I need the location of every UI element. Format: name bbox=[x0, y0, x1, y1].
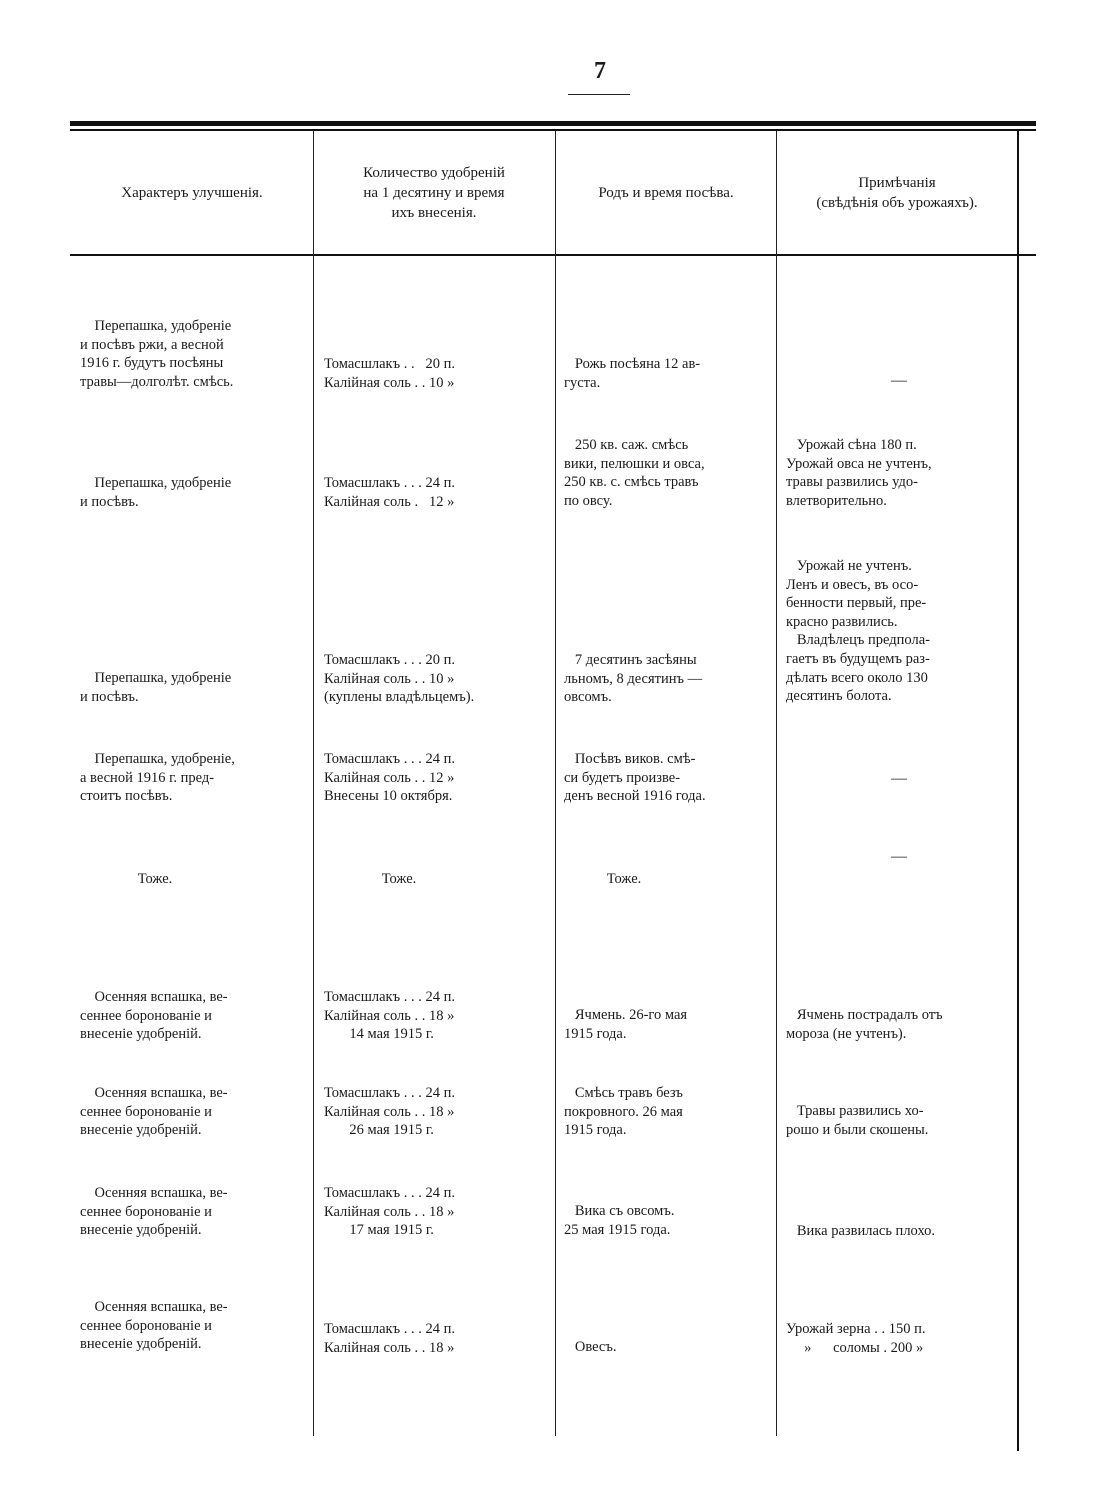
table-cell-sowing: Рожь посѣяна 12 ав- густа. bbox=[564, 356, 701, 391]
table-cell-fertilizer: Томасшлакъ . . . 20 п. Калійная соль . . 10 » (куплены владѣльцемъ). bbox=[324, 652, 475, 706]
table-cell-sowing: Вика съ овсомъ. 25 мая 1915 года. bbox=[564, 1203, 675, 1238]
column-divider bbox=[776, 131, 777, 1436]
header-notes: Примѣчанія (свѣдѣнія объ урожаяхъ). bbox=[816, 174, 978, 211]
table-cell-notes: — bbox=[891, 372, 907, 389]
table-cell-sowing: Смѣсь травъ безъ покровного. 26 мая 1915 года. bbox=[564, 1085, 683, 1139]
table-cell-sowing: 250 кв. саж. смѣсь вики, пелюшки и овса, 250 кв. с. смѣсь травъ по овсу. bbox=[564, 437, 705, 509]
table-cell-sowing: Ячмень. 26-го мая 1915 года. bbox=[564, 1007, 688, 1042]
table-cell-notes: Урожай не учтенъ. Ленъ и овесъ, въ осо- бенности первый, пре- красно развились. Владѣлецъ предпола- гаетъ въ будущемъ раз- дѣлать всего около 130 десятинъ болота. bbox=[786, 558, 930, 705]
column-divider bbox=[313, 131, 314, 1436]
table-cell-sowing: Овесъ. bbox=[564, 1339, 617, 1355]
table-cell-notes: Вика развилась плохо. bbox=[786, 1223, 936, 1239]
table-cell-sowing: 7 десятинъ засѣяны льномъ, 8 десятинъ — овсомъ. bbox=[564, 652, 703, 706]
page-number: 7 bbox=[594, 58, 606, 84]
table-cell-improvement: Осенняя вспашка, ве- сеннее боронованіе и внесеніе удобреній. bbox=[80, 1185, 228, 1239]
table-cell-notes: — bbox=[891, 770, 907, 787]
table-cell-notes: Урожай сѣна 180 п. Урожай овса не учтенъ, травы развились удо- влетворительно. bbox=[786, 437, 932, 509]
table-top-rule-thick bbox=[70, 121, 1036, 126]
table-cell-notes: Урожай зерна . . 150 п. » соломы . 200 » bbox=[786, 1321, 926, 1356]
table-cell-fertilizer: Томасшлакъ . . 20 п. Калійная соль . . 10 » bbox=[324, 356, 455, 391]
table-cell-improvement: Осенняя вспашка, ве- сеннее боронованіе и внесеніе удобреній. bbox=[80, 1085, 228, 1139]
table-cell-fertilizer: Тоже. bbox=[381, 871, 417, 887]
table-cell-sowing: Посѣвъ виков. смѣ- си будетъ произве- денъ весной 1916 года. bbox=[564, 751, 706, 805]
table-cell-improvement: Тоже. bbox=[137, 871, 173, 887]
table-cell-notes: — bbox=[891, 848, 907, 865]
page-number-underline bbox=[568, 94, 630, 95]
table-cell-improvement: Перепашка, удобреніе и посѣвъ. bbox=[80, 475, 232, 510]
header-improvement: Характеръ улучшенія. bbox=[121, 184, 263, 201]
table-cell-improvement: Осенняя вспашка, ве- сеннее боронованіе и внесеніе удобреній. bbox=[80, 989, 228, 1043]
header-sowing: Родъ и время посѣва. bbox=[598, 184, 734, 201]
table-cell-improvement: Перепашка, удобреніе и посѣвъ ржи, а весной 1916 г. будутъ посѣяны травы—долголѣт. смѣсь. bbox=[80, 318, 234, 390]
table-cell-fertilizer: Томасшлакъ . . . 24 п. Калійная соль . . 18 » 17 мая 1915 г. bbox=[324, 1185, 455, 1239]
table-cell-improvement: Перепашка, удобреніе, а весной 1916 г. пред- стоитъ посѣвъ. bbox=[80, 751, 235, 805]
table-cell-notes: Травы развились хо- рошо и были скошены. bbox=[786, 1103, 929, 1138]
table-cell-fertilizer: Томасшлакъ . . . 24 п. Калійная соль . . 12 » Внесены 10 октября. bbox=[324, 751, 455, 805]
column-divider bbox=[555, 131, 556, 1436]
table-right-border bbox=[1017, 131, 1019, 1451]
table-cell-fertilizer: Томасшлакъ . . . 24 п. Калійная соль . . 18 » 26 мая 1915 г. bbox=[324, 1085, 455, 1139]
table-cell-fertilizer: Томасшлакъ . . . 24 п. Калійная соль . . 18 » 14 мая 1915 г. bbox=[324, 989, 455, 1043]
table-header-rule bbox=[70, 254, 1036, 256]
table-cell-improvement: Осенняя вспашка, ве- сеннее боронованіе и внесеніе удобреній. bbox=[80, 1299, 228, 1353]
table-cell-notes: Ячмень пострадалъ отъ мороза (не учтенъ). bbox=[786, 1007, 943, 1042]
table-cell-sowing: Тоже. bbox=[606, 871, 642, 887]
table-cell-improvement: Перепашка, удобреніе и посѣвъ. bbox=[80, 670, 232, 705]
header-fertilizer: Количество удобреній на 1 десятину и время ихъ внесенія. bbox=[363, 164, 505, 221]
table-cell-fertilizer: Томасшлакъ . . . 24 п. Калійная соль . . 18 » bbox=[324, 1321, 455, 1356]
table-cell-fertilizer: Томасшлакъ . . . 24 п. Калійная соль . 12 » bbox=[324, 475, 455, 510]
